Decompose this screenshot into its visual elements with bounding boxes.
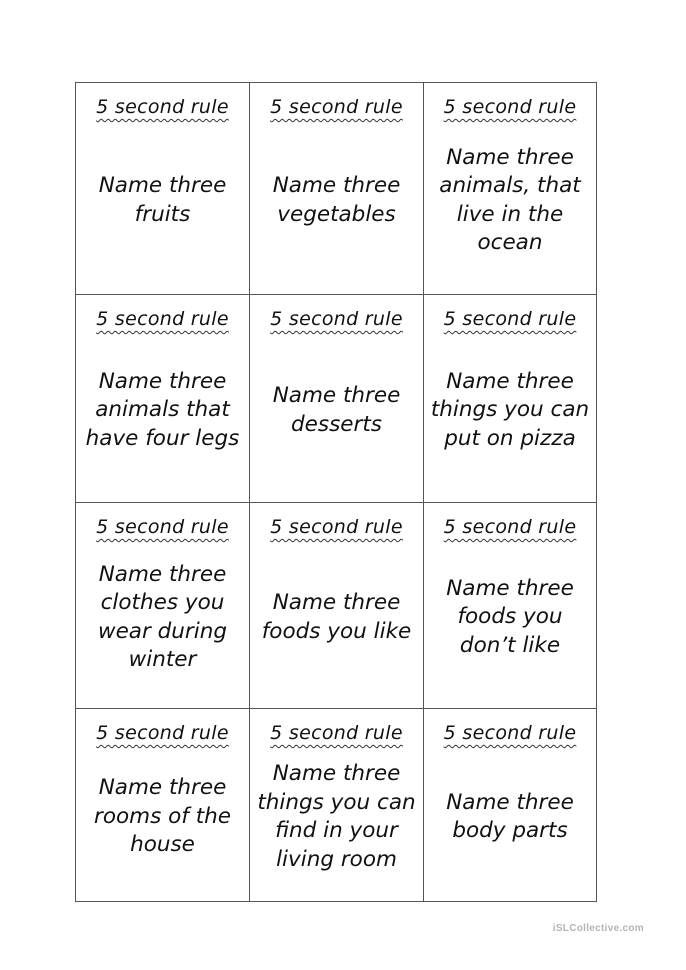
card-rule-label: 5 second rule [96,722,229,744]
card-fruits [76,83,250,295]
card-vegetables [250,83,424,295]
card-rule-label: 5 second rule [270,96,403,118]
card-rule-label: 5 second rule [443,516,577,538]
card-rule-label: 5 second rule [443,96,577,118]
card-prompt: Name three body parts [446,789,574,843]
card-rule-label: 5 second rule [270,722,403,744]
card-prompt: Name three rooms of the house [94,775,231,858]
card-ocean-animals [424,83,596,295]
card-desserts [250,295,424,503]
card-foods-disliked [424,503,596,709]
card-rule-label: 5 second rule [96,308,229,330]
card-prompt: Name three foods you like [261,590,412,644]
card-prompt: Name three things you can find in your living room [257,761,416,872]
card-winter-clothes [76,503,250,709]
card-prompt: Name three desserts [272,383,401,437]
card-rule-label: 5 second rule [443,308,577,330]
watermark: iSLCollective.com [552,923,644,934]
card-living-room-things [250,709,424,901]
card-prompt: Name three vegetables [272,173,401,227]
card-body-parts [424,709,596,901]
card-prompt: Name three fruits [98,173,227,227]
card-rule-label: 5 second rule [270,516,403,538]
card-pizza-toppings [424,295,596,503]
card-prompt: Name three clothes you wear during winter [97,561,228,672]
card-rule-label: 5 second rule [96,516,229,538]
card-foods-liked [250,503,424,709]
card-four-legged-animals [76,295,250,503]
card-rule-label: 5 second rule [270,308,403,330]
card-prompt: Name three foods you don’t like [446,575,574,658]
card-prompt: Name three animals, that live in the ocean [439,144,581,255]
card-rule-label: 5 second rule [443,722,577,744]
card-prompt: Name three animals that have four legs [85,368,240,451]
card-house-rooms [76,709,250,901]
card-grid [75,82,597,902]
card-rule-label: 5 second rule [96,96,229,118]
card-prompt: Name three things you can put on pizza [430,368,590,451]
